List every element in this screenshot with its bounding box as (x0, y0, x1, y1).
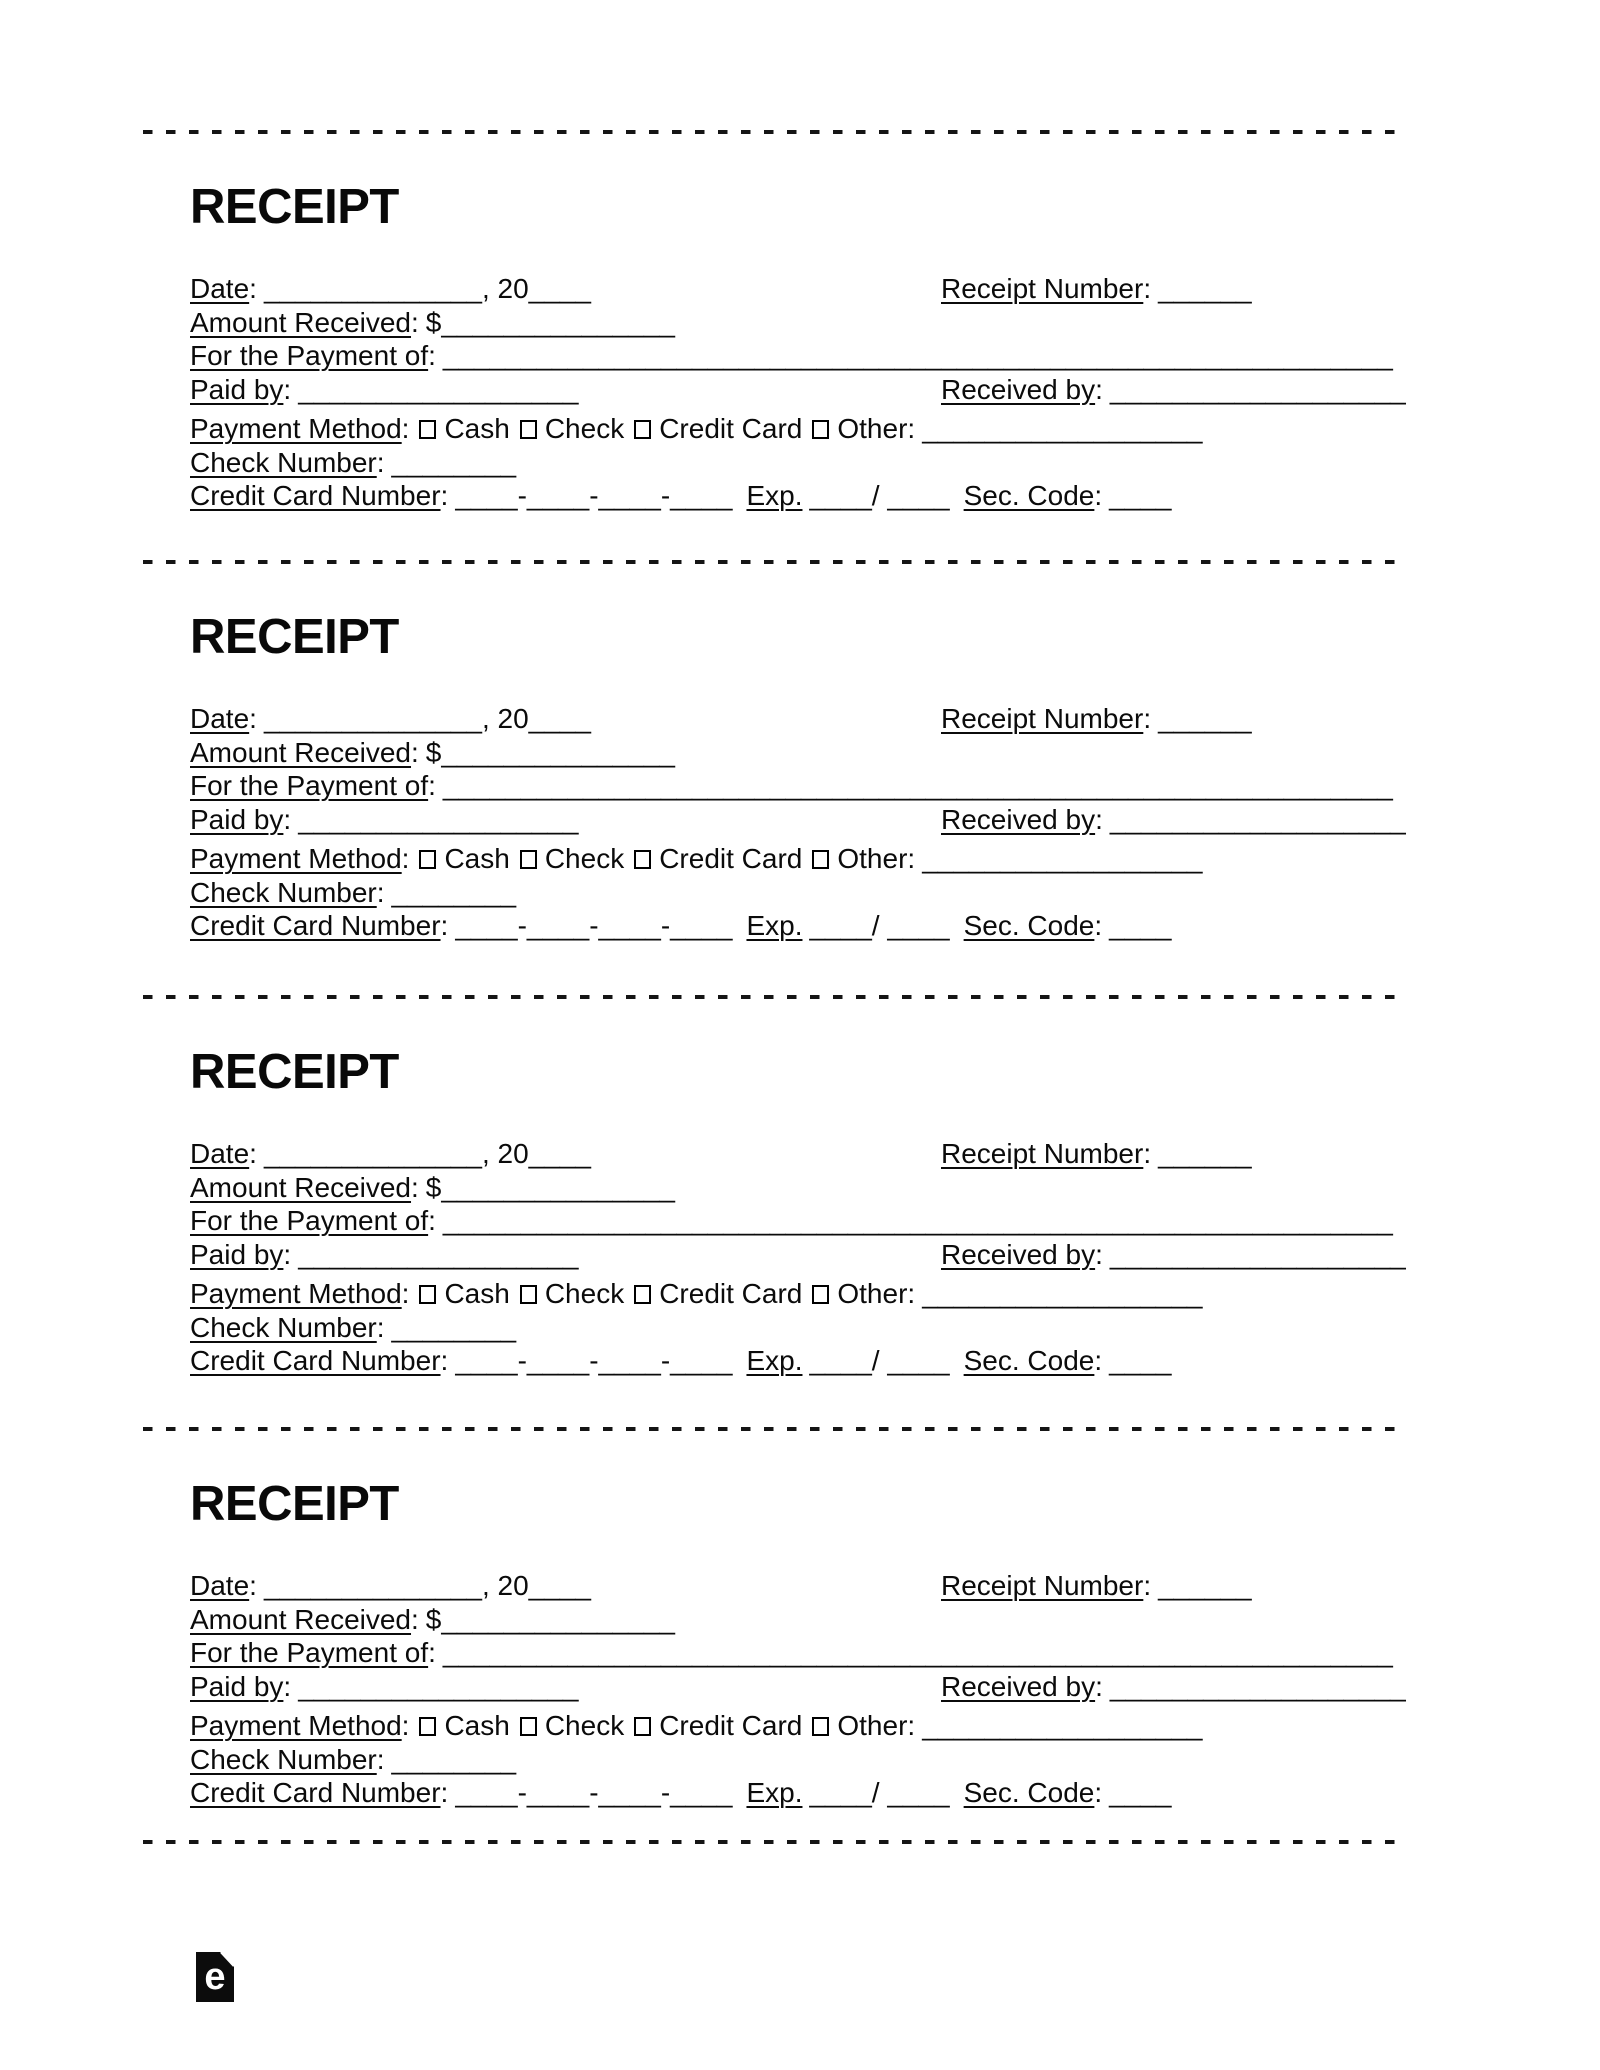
colon: : (1094, 1777, 1103, 1808)
colon: : (283, 1670, 292, 1702)
paid-by-blank: __________________ (298, 1238, 579, 1270)
receipt-number-group (941, 1137, 1252, 1171)
amount-received-row (190, 1603, 1412, 1637)
other-checkbox (812, 420, 829, 439)
colon: : (1094, 480, 1103, 511)
security-code-blank: ____ (1109, 480, 1172, 511)
payment-of-blank: _____________________________________________________________ (442, 1205, 1393, 1236)
colon: : (411, 306, 419, 338)
other-blank: __________________ (922, 1278, 1203, 1309)
payment-of-blank: _____________________________________________________________ (442, 770, 1393, 801)
receipt-number-blank: ______ (1158, 273, 1252, 304)
colon: : (440, 480, 449, 511)
payment-of-blank: _____________________________________________________________ (442, 1637, 1393, 1668)
colon: : (249, 703, 257, 734)
receipt-block (0, 560, 1600, 990)
date-row (190, 702, 1412, 736)
other-checkbox (812, 850, 829, 869)
check-number-row (190, 1311, 1412, 1345)
date-blank: ______________ (263, 1138, 482, 1169)
credit-card-number-blank: ____-____-____-____ (455, 480, 733, 511)
colon: : (283, 1238, 292, 1270)
check-number-label: Check Number (190, 1311, 377, 1343)
credit-card-number-label: Credit Card Number (190, 910, 441, 941)
paid-by-label: Paid by (190, 373, 284, 405)
received-by-group (941, 803, 1406, 837)
check-number-row (190, 876, 1412, 910)
amount-received-blank: _______________ (441, 1171, 675, 1203)
expiration-blank: ____/ ____ (809, 480, 950, 511)
other-label: Other (837, 843, 908, 874)
credit-card-row (190, 1776, 1412, 1810)
check-number-blank: ________ (391, 1743, 517, 1775)
payment-of-row (190, 1204, 1412, 1238)
payment-method-label: Payment Method (190, 843, 402, 874)
colon: : (1094, 1345, 1103, 1376)
perforation-separator (143, 995, 1399, 999)
check-checkbox (520, 420, 537, 439)
colon: : (428, 770, 436, 801)
date-year-prefix: , 20 (481, 273, 529, 304)
colon: : (1095, 803, 1103, 835)
credit-card-option-label: Credit Card (659, 1278, 803, 1309)
other-blank: __________________ (922, 1710, 1203, 1741)
cash-checkbox (419, 1285, 436, 1304)
amount-received-label: Amount Received (190, 1171, 412, 1203)
date-year-prefix: , 20 (481, 1138, 529, 1169)
cash-checkbox (419, 420, 436, 439)
amount-received-row (190, 736, 1412, 770)
receipt-title: RECEIPT (190, 610, 399, 664)
credit-card-checkbox (634, 850, 651, 869)
receipt-number-group (941, 1569, 1252, 1603)
credit-card-row (190, 1344, 1412, 1378)
received-by-blank: ___________________ (1109, 373, 1406, 405)
amount-received-blank: _______________ (441, 1603, 675, 1635)
colon: : (907, 843, 916, 874)
expiration-blank: ____/ ____ (809, 1777, 950, 1808)
payment-of-row (190, 339, 1412, 373)
colon: : (1143, 273, 1152, 304)
perforation-separator (143, 560, 1399, 564)
check-number-label: Check Number (190, 446, 377, 478)
receipt-form (190, 702, 1412, 943)
perforation-separator (143, 130, 1399, 134)
credit-card-number-label: Credit Card Number (190, 1345, 441, 1376)
colon: : (907, 413, 916, 444)
other-blank: __________________ (922, 413, 1203, 444)
colon: : (411, 1171, 419, 1203)
payment-method-row (190, 1277, 1412, 1311)
receipt-block (0, 130, 1600, 560)
receipt-title: RECEIPT (190, 1045, 399, 1099)
credit-card-checkbox (634, 420, 651, 439)
colon: : (411, 736, 419, 768)
paid-by-row (190, 373, 1412, 407)
check-option-label: Check (544, 1278, 625, 1309)
colon: : (401, 413, 410, 444)
eforms-logo-letter: e (204, 1956, 226, 1998)
cash-option-label: Cash (444, 1278, 510, 1309)
receipt-number-label: Receipt Number (941, 273, 1144, 304)
check-number-label: Check Number (190, 876, 377, 908)
credit-card-checkbox (634, 1717, 651, 1736)
check-option-label: Check (544, 843, 625, 874)
credit-card-option-label: Credit Card (659, 413, 803, 444)
amount-received-label: Amount Received (190, 306, 412, 338)
colon: : (376, 1311, 385, 1343)
receipt-block (0, 995, 1600, 1425)
cash-option-label: Cash (444, 413, 510, 444)
credit-card-checkbox (634, 1285, 651, 1304)
receipt-number-blank: ______ (1158, 703, 1252, 734)
expiration-label: Exp. (746, 1345, 803, 1376)
paid-by-blank: __________________ (298, 373, 579, 405)
other-checkbox (812, 1285, 829, 1304)
amount-received-row (190, 1171, 1412, 1205)
received-by-blank: ___________________ (1109, 803, 1406, 835)
colon: : (249, 1138, 257, 1169)
colon: : (1143, 703, 1152, 734)
other-checkbox (812, 1717, 829, 1736)
other-label: Other (837, 1278, 908, 1309)
credit-card-number-blank: ____-____-____-____ (455, 910, 733, 941)
check-checkbox (520, 1717, 537, 1736)
paid-by-row (190, 1670, 1412, 1704)
dollar-sign: $ (425, 1603, 442, 1635)
credit-card-number-label: Credit Card Number (190, 480, 441, 511)
colon: : (1095, 1238, 1103, 1270)
received-by-label: Received by (941, 1670, 1096, 1702)
credit-card-number-blank: ____-____-____-____ (455, 1777, 733, 1808)
check-option-label: Check (544, 413, 625, 444)
dollar-sign: $ (425, 736, 442, 768)
dollar-sign: $ (425, 1171, 442, 1203)
receipt-number-label: Receipt Number (941, 1138, 1144, 1169)
check-number-blank: ________ (391, 446, 517, 478)
security-code-label: Sec. Code (963, 480, 1095, 511)
colon: : (428, 340, 436, 371)
check-number-label: Check Number (190, 1743, 377, 1775)
eforms-logo (196, 1952, 234, 2002)
colon: : (428, 1205, 436, 1236)
payment-of-label: For the Payment of (190, 1637, 429, 1668)
colon: : (1095, 373, 1103, 405)
colon: : (401, 1278, 410, 1309)
date-label: Date (190, 703, 250, 734)
date-label: Date (190, 1570, 250, 1601)
expiration-label: Exp. (746, 1777, 803, 1808)
payment-of-label: For the Payment of (190, 1205, 429, 1236)
paid-by-label: Paid by (190, 803, 284, 835)
date-year-blank: ____ (528, 703, 591, 734)
security-code-blank: ____ (1109, 1345, 1172, 1376)
colon: : (283, 373, 292, 405)
security-code-label: Sec. Code (963, 1345, 1095, 1376)
security-code-blank: ____ (1109, 1777, 1172, 1808)
security-code-label: Sec. Code (963, 910, 1095, 941)
amount-received-blank: _______________ (441, 306, 675, 338)
payment-of-label: For the Payment of (190, 340, 429, 371)
receipt-title: RECEIPT (190, 1477, 399, 1531)
payment-method-label: Payment Method (190, 413, 402, 444)
colon: : (907, 1278, 916, 1309)
check-number-blank: ________ (391, 1311, 517, 1343)
credit-card-row (190, 479, 1412, 513)
other-blank: __________________ (922, 843, 1203, 874)
colon: : (428, 1637, 436, 1668)
date-year-blank: ____ (528, 1138, 591, 1169)
other-label: Other (837, 413, 908, 444)
credit-card-number-label: Credit Card Number (190, 1777, 441, 1808)
colon: : (440, 1345, 449, 1376)
other-label: Other (837, 1710, 908, 1741)
date-blank: ______________ (263, 273, 482, 304)
credit-card-number-blank: ____-____-____-____ (455, 1345, 733, 1376)
date-row (190, 272, 1412, 306)
paid-by-blank: __________________ (298, 1670, 579, 1702)
cash-checkbox (419, 1717, 436, 1736)
amount-received-label: Amount Received (190, 736, 412, 768)
payment-method-row (190, 842, 1412, 876)
paid-by-row (190, 1238, 1412, 1272)
date-label: Date (190, 273, 250, 304)
dollar-sign: $ (425, 306, 442, 338)
date-year-prefix: , 20 (481, 703, 529, 734)
received-by-label: Received by (941, 373, 1096, 405)
check-number-row (190, 446, 1412, 480)
payment-of-row (190, 769, 1412, 803)
receipt-title: RECEIPT (190, 180, 399, 234)
credit-card-row (190, 909, 1412, 943)
receipt-block (0, 1427, 1600, 1857)
payment-method-row (190, 1709, 1412, 1743)
date-year-blank: ____ (528, 1570, 591, 1601)
colon: : (907, 1710, 916, 1741)
date-row (190, 1569, 1412, 1603)
cash-option-label: Cash (444, 1710, 510, 1741)
payment-method-label: Payment Method (190, 1278, 402, 1309)
receipt-number-group (941, 272, 1252, 306)
amount-received-blank: _______________ (441, 736, 675, 768)
amount-received-label: Amount Received (190, 1603, 412, 1635)
colon: : (249, 273, 257, 304)
check-number-blank: ________ (391, 876, 517, 908)
receipt-number-label: Receipt Number (941, 703, 1144, 734)
paid-by-blank: __________________ (298, 803, 579, 835)
expiration-blank: ____/ ____ (809, 910, 950, 941)
receipt-number-group (941, 702, 1252, 736)
receipt-form (190, 1569, 1412, 1810)
cash-checkbox (419, 850, 436, 869)
receipt-form (190, 1137, 1412, 1378)
date-blank: ______________ (263, 1570, 482, 1601)
paid-by-label: Paid by (190, 1238, 284, 1270)
payment-method-row (190, 412, 1412, 446)
received-by-blank: ___________________ (1109, 1670, 1406, 1702)
date-year-blank: ____ (528, 273, 591, 304)
receipt-form (190, 272, 1412, 513)
payment-of-row (190, 1636, 1412, 1670)
payment-of-blank: _____________________________________________________________ (442, 340, 1393, 371)
check-checkbox (520, 850, 537, 869)
check-option-label: Check (544, 1710, 625, 1741)
colon: : (440, 910, 449, 941)
expiration-label: Exp. (746, 910, 803, 941)
colon: : (411, 1603, 419, 1635)
credit-card-option-label: Credit Card (659, 843, 803, 874)
colon: : (401, 843, 410, 874)
expiration-blank: ____/ ____ (809, 1345, 950, 1376)
paid-by-label: Paid by (190, 1670, 284, 1702)
received-by-group (941, 1238, 1406, 1272)
perforation-separator (143, 1427, 1399, 1431)
perforation-separator (143, 1840, 1399, 1844)
colon: : (283, 803, 292, 835)
received-by-label: Received by (941, 803, 1096, 835)
payment-of-label: For the Payment of (190, 770, 429, 801)
credit-card-option-label: Credit Card (659, 1710, 803, 1741)
received-by-group (941, 1670, 1406, 1704)
payment-method-label: Payment Method (190, 1710, 402, 1741)
receipt-number-blank: ______ (1158, 1570, 1252, 1601)
colon: : (440, 1777, 449, 1808)
check-number-row (190, 1743, 1412, 1777)
colon: : (249, 1570, 257, 1601)
cash-option-label: Cash (444, 843, 510, 874)
date-year-prefix: , 20 (481, 1570, 529, 1601)
received-by-group (941, 373, 1406, 407)
security-code-label: Sec. Code (963, 1777, 1095, 1808)
check-checkbox (520, 1285, 537, 1304)
colon: : (1143, 1570, 1152, 1601)
date-blank: ______________ (263, 703, 482, 734)
received-by-label: Received by (941, 1238, 1096, 1270)
amount-received-row (190, 306, 1412, 340)
colon: : (376, 876, 385, 908)
security-code-blank: ____ (1109, 910, 1172, 941)
colon: : (1143, 1138, 1152, 1169)
colon: : (376, 446, 385, 478)
colon: : (401, 1710, 410, 1741)
colon: : (1094, 910, 1103, 941)
date-label: Date (190, 1138, 250, 1169)
receipt-number-label: Receipt Number (941, 1570, 1144, 1601)
colon: : (1095, 1670, 1103, 1702)
colon: : (376, 1743, 385, 1775)
paid-by-row (190, 803, 1412, 837)
received-by-blank: ___________________ (1109, 1238, 1406, 1270)
expiration-label: Exp. (746, 480, 803, 511)
receipt-number-blank: ______ (1158, 1138, 1252, 1169)
date-row (190, 1137, 1412, 1171)
